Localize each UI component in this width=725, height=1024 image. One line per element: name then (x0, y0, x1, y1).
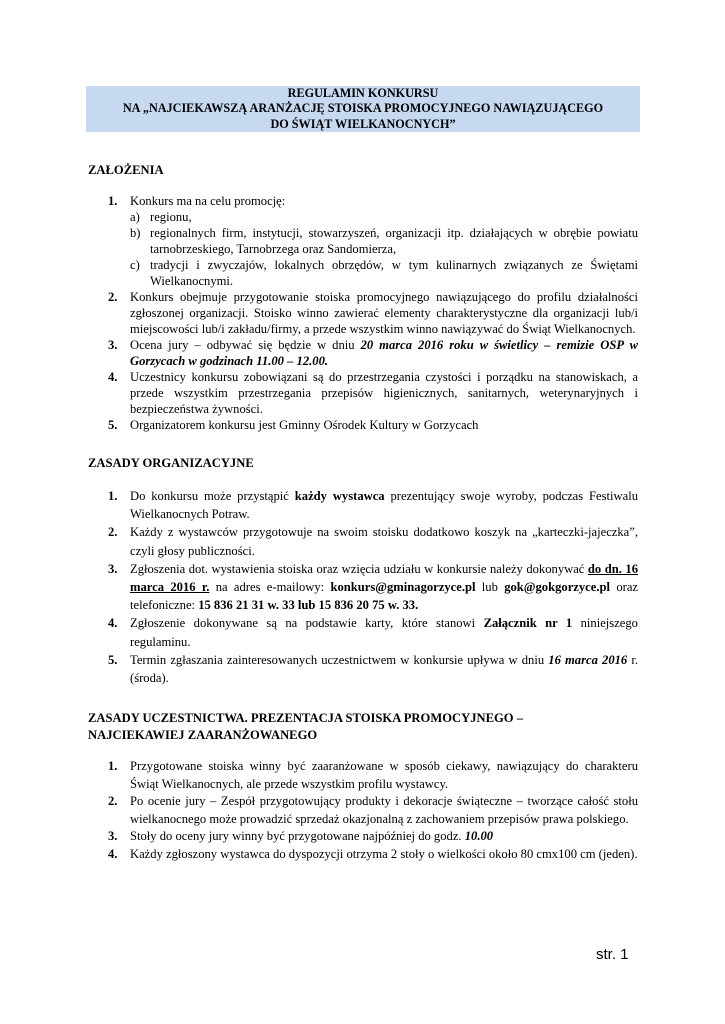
item-text: Konkurs obejmuje przygotowanie stoiska promocyjnego nawiązującego do profilu działalności zgłoszonej organizacji. Stoisko winno zawierać elementy charakterystyczne dla organizacji lub/i miejscowości lub/i zakładu/firmy, a przede wszystkim winno nawiązywać do Świąt Wielkanocnych. (130, 290, 638, 336)
item-text: Zgłoszenie dokonywane są na podstawie karty, które stanowi (130, 616, 484, 631)
title-line-1: REGULAMIN KONKURSU (287, 86, 439, 100)
item-bold-text: każdy wystawca (294, 489, 385, 503)
title-line-2: NA „NAJCIEKAWSZĄ ARANŻACJĘ STOISKA PROMOCYJNEGO NAWIĄZUJĄCEGO (122, 101, 604, 116)
email-link-2[interactable]: gok@gokgorzyce.pl (504, 580, 611, 595)
list-item (108, 758, 638, 793)
sub-item-letter: c) (130, 258, 140, 272)
list-item (108, 651, 638, 687)
item-text: r. (środa). (130, 652, 639, 686)
section-heading-zasady-organizacyjne: ZASADY ORGANIZACYJNE (88, 456, 254, 470)
item-number: 5. (108, 652, 118, 667)
list-zalozenia (108, 193, 638, 433)
item-text: Uczestnicy konkursu zobowiązani są do przestrzegania czystości i porządku na stanowiskach, a przede wszystkim przestrzegania przepisów higienicznych, sanitarnych, weterynaryjnych i bezpieczeństwa żywności. (130, 370, 638, 416)
sub-item-text: regionu, (150, 210, 192, 224)
item-text: Ocena jury – odbywać się będzie w dniu (130, 338, 361, 352)
item-text: lub (475, 580, 505, 595)
list-item (108, 793, 638, 828)
list-item (108, 846, 638, 864)
item-number: 1. (108, 489, 118, 503)
section-heading-zalozenia: ZAŁOŻENIA (88, 163, 164, 177)
item-text: Każdy zgłoszony wystawca do dyspozycji otrzyma 2 stoły o wielkości około 80 cmx100 cm (jeden). (130, 846, 638, 861)
item-number: 3. (108, 829, 118, 844)
list-item (108, 289, 638, 337)
list-item (108, 417, 638, 433)
list-item (108, 560, 638, 615)
list-item (108, 487, 638, 523)
item-text: prezentujący swoje wyroby, podczas Festiwalu Wielkanocnych Potraw. (130, 489, 639, 522)
item-date-location: 20 marca 2016 roku w świetlicy – remizie OSP w Gorzycach w godzinach 11.00 – 12.00. (130, 338, 638, 368)
deadline-time: 10.00 (464, 829, 494, 844)
item-number: 1. (108, 194, 118, 208)
sub-item (130, 209, 638, 225)
item-text: Przygotowane stoiska winny być zaaranżowane w sposób ciekawy, nawiązujący do charakteru Świąt Wielkanocnych, ale przede wszystkim profilu wystawcy. (130, 759, 638, 791)
deadline-date: 16 marca 2016 (548, 652, 628, 667)
list-item (108, 614, 638, 650)
item-number: 4. (108, 616, 118, 631)
item-text: Do konkursu może przystąpić (130, 489, 295, 503)
item-text: Każdy z wystawców przygotowuje na swoim stoisku dodatkowo koszyk na „karteczki-jajeczka”, czyli głosy publiczności. (130, 525, 638, 558)
list-item (108, 337, 638, 369)
item-number: 2. (108, 794, 118, 809)
item-text: niniejszego regulaminu. (130, 616, 638, 649)
item-text: Termin zgłaszania zainteresowanych uczestnictwem w konkursie upływa w dniu (130, 652, 549, 667)
item-number: 3. (108, 561, 118, 576)
deadline-date: do dn. 16 marca 2016 r. (130, 561, 638, 595)
item-text: Organizatorem konkursu jest Gminny Ośrodek Kultury w Gorzycach (130, 418, 479, 432)
list-zasady-organizacyjne (108, 487, 638, 687)
list-item (108, 523, 638, 559)
list-item (108, 193, 638, 289)
attachment-ref: Załącznik nr 1 (483, 616, 573, 631)
heading-line-2: NAJCIEKAWIEJ ZAARANŻOWANEGO (88, 728, 318, 742)
item-number: 3. (108, 338, 118, 352)
item-number: 2. (108, 525, 118, 540)
section-heading-zasady-uczestnictwa (88, 710, 523, 744)
item-text: Po ocenie jury – Zespół przygotowujący produkty i dekoracje świąteczne – tworzące całość stołu wielkanocnego może prowadzić sprzedaż okazjonalną z zachowaniem przepisów prawa polskiego. (130, 794, 638, 826)
item-number: 4. (108, 370, 118, 384)
sub-item-letter: b) (130, 226, 141, 240)
heading-line-1: ZASADY UCZESTNICTWA. PREZENTACJA STOISKA PROMOCYJNEGO – (88, 711, 524, 725)
list-item (108, 369, 638, 417)
sub-item-text: tradycji i zwyczajów, lokalnych obrzędów, w tym kulinarnych związanych ze Świętami Wielkanocnymi. (150, 258, 638, 288)
item-text: Konkurs ma na celu promocję: (130, 194, 286, 208)
title-line-3: DO ŚWIĄT WIELKANOCNYCH” (270, 116, 456, 131)
item-number: 4. (108, 846, 118, 861)
item-number: 5. (108, 418, 118, 432)
list-item (108, 828, 638, 846)
sub-item (130, 225, 638, 257)
list-zasady-uczestnictwa (108, 758, 638, 864)
item-text: na adres e-mailowy: (209, 580, 331, 595)
item-number: 2. (108, 290, 118, 304)
email-link-1[interactable]: konkurs@gminagorzyce.pl (330, 580, 476, 595)
item-text: Stoły do oceny jury winny być przygotowane najpóźniej do godz. (130, 829, 465, 844)
document-title (86, 86, 640, 132)
item-number: 1. (108, 759, 118, 773)
phone-numbers: 15 836 21 31 w. 33 lub 15 836 20 75 w. 33. (198, 598, 419, 613)
item-text: Zgłoszenia dot. wystawienia stoiska oraz wzięcia udziału w konkursie należy dokonywać (130, 561, 588, 576)
sub-item-letter: a) (130, 210, 140, 224)
sub-item (130, 257, 638, 289)
sub-item-text: regionalnych firm, instytucji, stowarzyszeń, organizacji itp. działających w obrębie powiatu tarnobrzeskiego, Tarnobrzega oraz Sandomierza, (150, 226, 638, 256)
item-text: oraz telefoniczne: (130, 580, 638, 613)
page-number: str. 1 (596, 946, 629, 963)
